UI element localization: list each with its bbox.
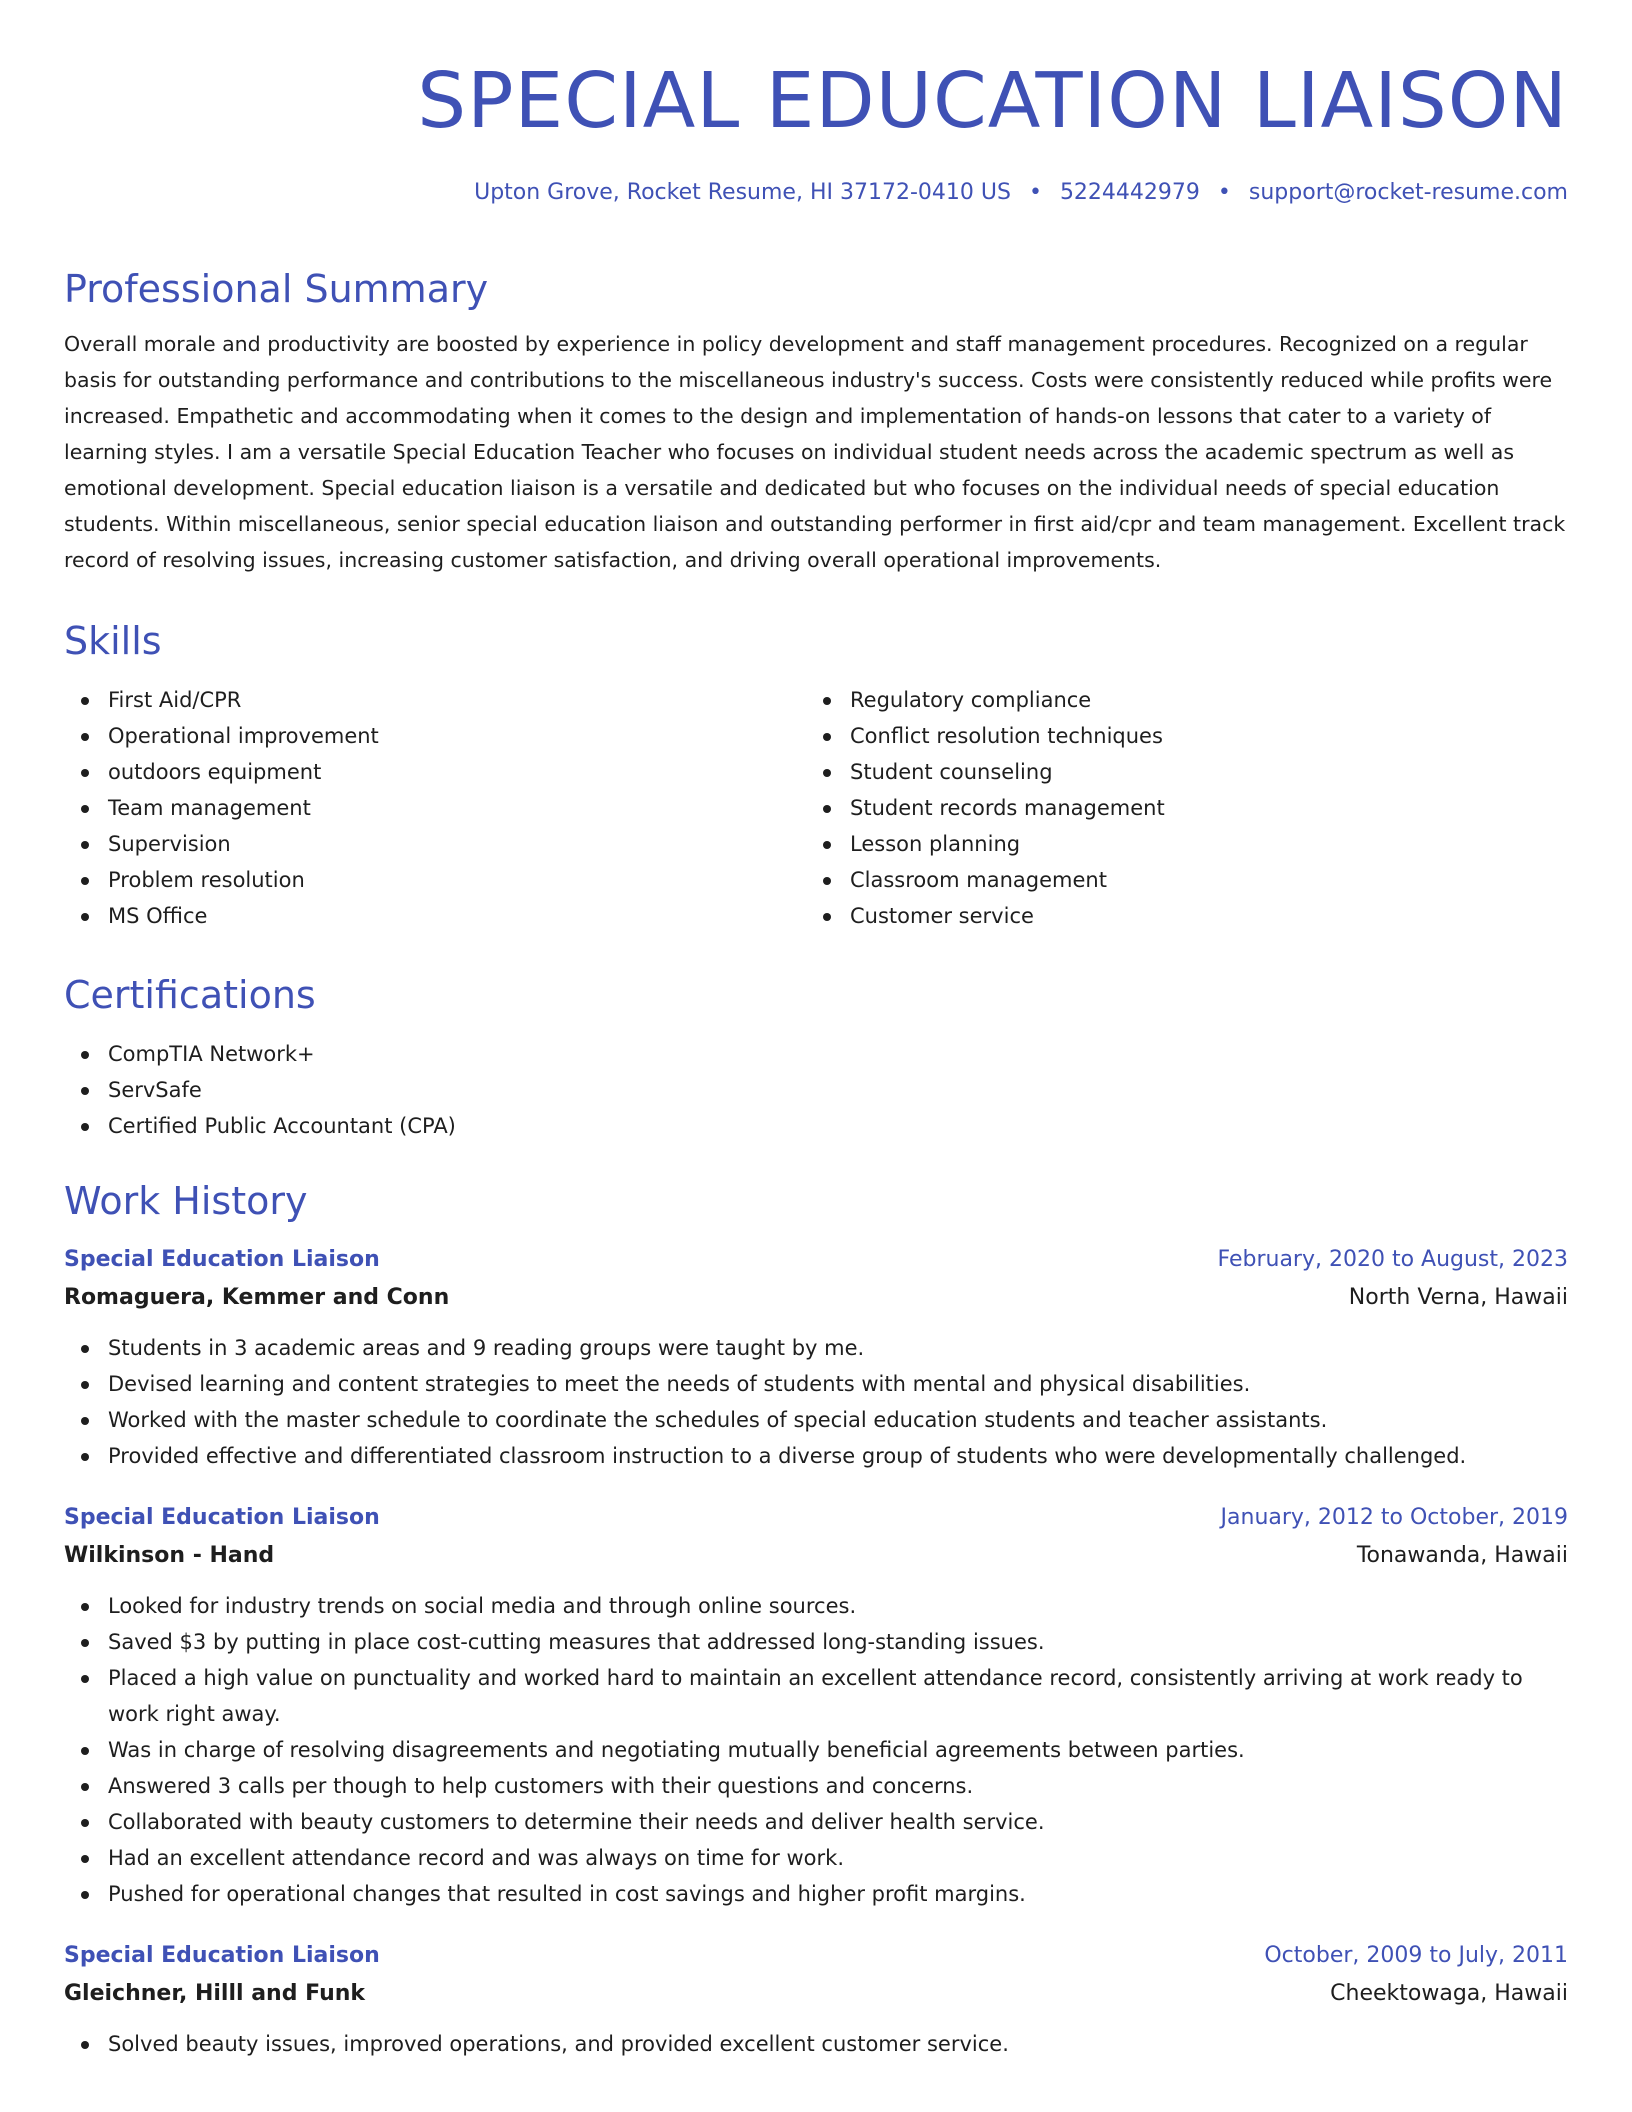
contact-address: Upton Grove, Rocket Resume, HI 37172-0410 US — [474, 180, 1011, 205]
certifications-heading: Certifications — [64, 973, 316, 1017]
job-bullet: Worked with the master schedule to coordinate the schedules of special education students and teacher assistants. — [64, 1402, 1568, 1438]
skills-heading: Skills — [64, 619, 162, 663]
skills-column-left — [64, 682, 806, 934]
job-company-row — [64, 1536, 1568, 1576]
job-bullet: Solved beauty issues, improved operations, and provided excellent customer service. — [64, 2026, 1568, 2062]
job-company: Romaguera, Kemmer and Conn — [64, 1285, 450, 1310]
skill-item: Customer service — [806, 898, 1548, 934]
job-bullet: Collaborated with beauty customers to determine their needs and deliver health service. — [64, 1804, 1568, 1840]
skill-item: Regulatory compliance — [806, 682, 1548, 718]
certifications-list — [64, 1036, 1568, 1144]
job-dates: February, 2020 to August, 2023 — [1217, 1247, 1568, 1272]
job-location: Cheektowaga, Hawaii — [1330, 1981, 1568, 2006]
contact-line — [64, 178, 1568, 208]
contact-separator: • — [1028, 180, 1042, 205]
summary-text: Overall morale and productivity are boosted by experience in policy development and staff management procedures. Recognized on a regular basis for outstanding performance and contributions to the miscellaneous industry's success. Costs were consistently reduced while profits were increased. Empathetic and accommodating when it comes to the design and implementation of hands-on lessons that cater to a variety of learning styles. I am a versatile Special Education Teacher who focuses on individual student needs across the academic spectrum as well as emotional development. Special education liaison is a versatile and dedicated but who focuses on the individual needs of special education students. Within miscellaneous, senior special education liaison and outstanding performer in first aid/cpr and team management. Excellent track record of resolving issues, increasing customer satisfaction, and driving overall operational improvements. — [64, 332, 1566, 572]
job-entry — [64, 1938, 1568, 2062]
job-entry — [64, 1500, 1568, 1912]
job-bullets — [64, 1330, 1568, 1474]
job-company-row — [64, 1278, 1568, 1318]
summary-section — [64, 264, 1568, 578]
skill-item: Supervision — [64, 826, 806, 862]
summary-heading: Professional Summary — [64, 267, 489, 311]
skills-column-right — [806, 682, 1548, 934]
job-header-row — [64, 1242, 1568, 1278]
job-bullet: Pushed for operational changes that resulted in cost savings and higher profit margins. — [64, 1876, 1568, 1912]
job-title: Special Education Liaison — [64, 1247, 380, 1272]
job-company: Gleichner, Hilll and Funk — [64, 1981, 366, 2006]
job-location: Tonawanda, Hawaii — [1356, 1543, 1568, 1568]
skills-columns — [64, 682, 1568, 934]
contact-separator: • — [1217, 180, 1231, 205]
job-location: North Verna, Hawaii — [1348, 1285, 1568, 1310]
job-bullet: Was in charge of resolving disagreements and negotiating mutually beneficial agreements between parties. — [64, 1732, 1568, 1768]
job-header-row — [64, 1500, 1568, 1536]
skill-item: Student records management — [806, 790, 1548, 826]
skill-item: Operational improvement — [64, 718, 806, 754]
skills-list-left — [64, 682, 806, 934]
skill-item: Team management — [64, 790, 806, 826]
certification-item: Certified Public Accountant (CPA) — [64, 1108, 1568, 1144]
job-title: Special Education Liaison — [64, 1505, 380, 1530]
job-bullets — [64, 1588, 1568, 1912]
job-bullet: Looked for industry trends on social media and through online sources. — [64, 1588, 1568, 1624]
job-dates: January, 2012 to October, 2019 — [1220, 1505, 1568, 1530]
job-bullet: Answered 3 calls per though to help customers with their questions and concerns. — [64, 1768, 1568, 1804]
certification-item: CompTIA Network+ — [64, 1036, 1568, 1072]
skill-item: Conflict resolution techniques — [806, 718, 1548, 754]
job-bullet: Devised learning and content strategies to meet the needs of students with mental and physical disabilities. — [64, 1366, 1568, 1402]
skill-item: Student counseling — [806, 754, 1548, 790]
job-bullet: Saved $3 by putting in place cost-cutting measures that addressed long-standing issues. — [64, 1624, 1568, 1660]
work-history-heading: Work History — [64, 1179, 308, 1223]
job-bullets — [64, 2026, 1568, 2062]
skill-item: outdoors equipment — [64, 754, 806, 790]
skill-item: Classroom management — [806, 862, 1548, 898]
job-entry — [64, 1242, 1568, 1474]
work-history-section — [64, 1176, 1568, 2062]
skill-item: Problem resolution — [64, 862, 806, 898]
job-title: Special Education Liaison — [64, 1943, 380, 1968]
job-dates: October, 2009 to July, 2011 — [1264, 1943, 1568, 1968]
contact-phone: 5224442979 — [1059, 180, 1200, 205]
job-bullet: Provided effective and differentiated classroom instruction to a diverse group of students who were developmentally challenged. — [64, 1438, 1568, 1474]
job-company-row — [64, 1974, 1568, 2014]
skill-item: MS Office — [64, 898, 806, 934]
job-bullet: Had an excellent attendance record and was always on time for work. — [64, 1840, 1568, 1876]
contact-email: support@rocket-resume.com — [1248, 180, 1568, 205]
skill-item: Lesson planning — [806, 826, 1548, 862]
job-company: Wilkinson - Hand — [64, 1543, 275, 1568]
job-header-row — [64, 1938, 1568, 1974]
skills-section — [64, 616, 1568, 934]
resume-page — [64, 0, 1568, 2056]
skills-list-right — [806, 682, 1548, 934]
job-bullet: Students in 3 academic areas and 9 reading groups were taught by me. — [64, 1330, 1568, 1366]
job-bullet: Placed a high value on punctuality and worked hard to maintain an excellent attendance record, consistently arriving at work ready to work right away. — [64, 1660, 1568, 1732]
certifications-section — [64, 970, 1568, 1144]
skill-item: First Aid/CPR — [64, 682, 806, 718]
jobs-list — [64, 1242, 1568, 2062]
resume-title: SPECIAL EDUCATION LIAISON — [417, 57, 1568, 146]
certification-item: ServSafe — [64, 1072, 1568, 1108]
